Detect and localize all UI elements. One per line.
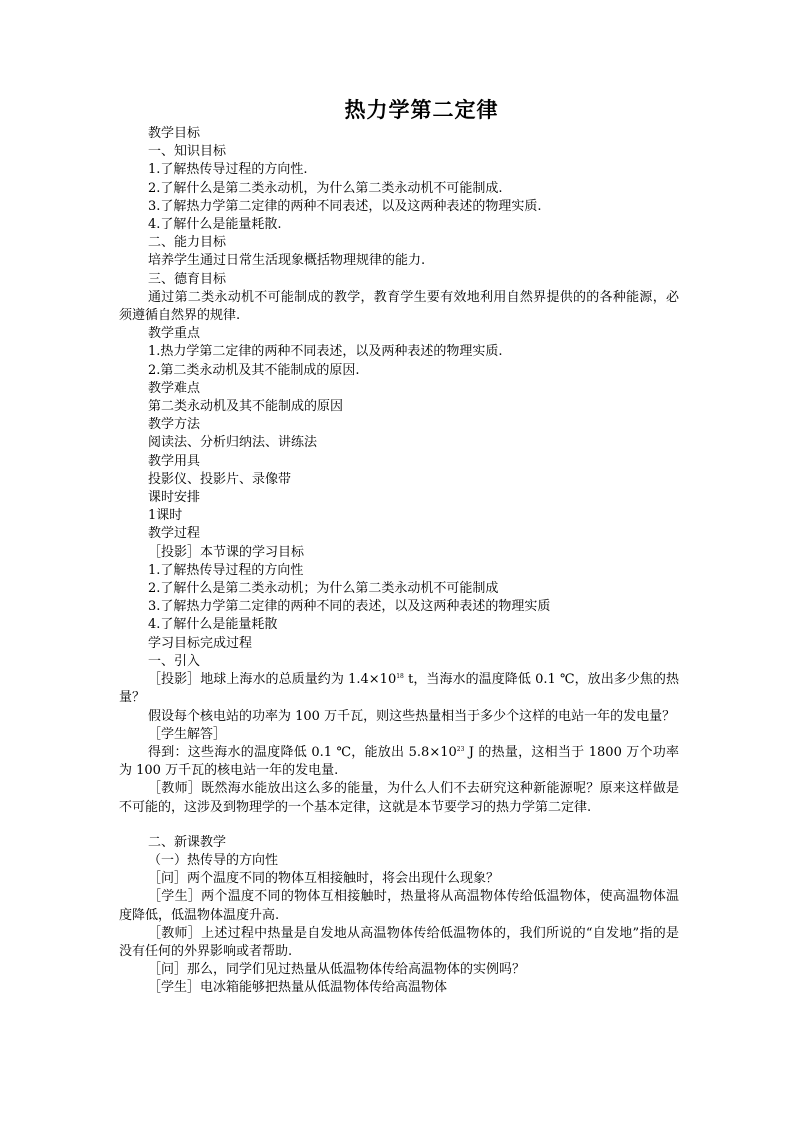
key-point-line: 2.第二类永动机及其不能制成的原因. bbox=[148, 362, 360, 378]
objective-line: 4.了解什么是能量耗散 bbox=[148, 617, 278, 633]
document-body bbox=[119, 125, 679, 998]
text-run: ［投影］地球上海水的总质量约为 1.4×10 bbox=[148, 672, 397, 688]
question-paragraph: ［问］两个温度不同的物体互相接触时，将会出现什么现象？ bbox=[148, 871, 500, 887]
exponent: 18 bbox=[396, 673, 404, 681]
objective-line: 3.了解热力学第二定律的两种不同的表述，以及这两种表述的物理实质 bbox=[148, 599, 551, 615]
difficulty-text: 第二类永动机及其不能制成的原因 bbox=[148, 399, 344, 415]
question-paragraph: ［问］那么，同学们见过热量从低温物体传给高温物体的实例吗？ bbox=[148, 962, 526, 978]
text-run: 得到：这些海水的温度降低 0.1 ℃，能放出 5.8×10 bbox=[148, 744, 457, 760]
teacher-paragraph: ［教师］既然海水能放出这么多的能量，为什么人们不去研究这种新能源呢？原来这样做是不可能的，这涉及到物理学的一个基本定律，这就是本节要学习的热力学第二定律. bbox=[119, 781, 679, 815]
objective-line: 1.了解热传导过程的方向性 bbox=[148, 562, 304, 578]
document-title: 热力学第二定律 bbox=[344, 97, 499, 122]
ability-goal-text: 培养学生通过日常生活现象概括物理规律的能力. bbox=[148, 253, 426, 269]
heading-teaching-goals: 教学目标 bbox=[148, 126, 201, 141]
objective-line: 2.了解什么是第二类永动机；为什么第二类永动机不可能制成 bbox=[148, 581, 499, 597]
goal-line: 1.了解热传导过程的方向性. bbox=[148, 162, 308, 178]
heading-knowledge-goals: 一、知识目标 bbox=[148, 144, 227, 160]
text-run: t，当海水的温度降低 0.1 ℃，放出多少焦的热量？ bbox=[119, 672, 679, 706]
goal-line: 3.了解热力学第二定律的两种不同表述，以及这两种表述的物理实质. bbox=[148, 198, 542, 214]
heading-introduction: 一、引入 bbox=[148, 653, 201, 669]
projection-question-paragraph bbox=[119, 671, 679, 707]
answer-paragraph bbox=[119, 744, 679, 780]
tools-text: 投影仪、投影片、录像带 bbox=[148, 471, 292, 487]
heading-schedule: 课时安排 bbox=[148, 490, 201, 506]
projection-line: ［投影］本节课的学习目标 bbox=[148, 544, 305, 560]
student-answer-label: ［学生解答］ bbox=[148, 726, 227, 742]
heading-key-points: 教学重点 bbox=[148, 326, 201, 342]
blank-line bbox=[119, 817, 679, 834]
heading-completion: 学习目标完成过程 bbox=[148, 635, 253, 651]
heading-process: 教学过程 bbox=[148, 526, 201, 542]
exponent: 23 bbox=[456, 745, 465, 753]
student-paragraph: ［学生］两个温度不同的物体互相接触时，热量将从高温物体传给低温物体，使高温物体温度降低，低温物体温度升高. bbox=[119, 889, 679, 923]
heading-ability-goals: 二、能力目标 bbox=[148, 235, 227, 251]
key-point-line: 1.热力学第二定律的两种不同表述，以及两种表述的物理实质. bbox=[148, 344, 503, 360]
moral-goal-paragraph: 通过第二类永动机不可能制成的教学，教育学生要有效地利用自然界提供的的各种能源，必须遵循自然界的规律. bbox=[119, 289, 679, 324]
heading-difficulties: 教学难点 bbox=[148, 380, 201, 396]
heading-heat-direction: （一）热传导的方向性 bbox=[148, 852, 279, 868]
heading-new-lesson: 二、新课教学 bbox=[148, 834, 227, 850]
methods-text: 阅读法、分析归纳法、讲练法 bbox=[148, 435, 318, 451]
goal-line: 4.了解什么是能量耗散. bbox=[148, 217, 282, 233]
teacher-paragraph: ［教师］上述过程中热量是自发地从高温物体传给低温物体的，我们所说的“自发地”指的是没有任何的外界影响或者帮助. bbox=[119, 925, 679, 959]
goal-line: 2.了解什么是第二类永动机，为什么第二类永动机不可能制成. bbox=[148, 180, 503, 196]
schedule-text: 1课时 bbox=[148, 508, 183, 524]
heading-tools: 教学用具 bbox=[148, 453, 201, 469]
assumption-paragraph: 假设每个核电站的功率为 100 万千瓦，则这些热量相当于多少个这样的电站一年的发电量？ bbox=[148, 708, 676, 724]
student-paragraph: ［学生］电冰箱能够把热量从低温物体传给高温物体 bbox=[148, 980, 448, 996]
heading-moral-goals: 三、德育目标 bbox=[148, 271, 227, 287]
heading-methods: 教学方法 bbox=[148, 417, 201, 433]
text-run: J 的热量，这相当于 1800 万个功率为 100 万千瓦的核电站一年的发电量. bbox=[119, 744, 679, 779]
